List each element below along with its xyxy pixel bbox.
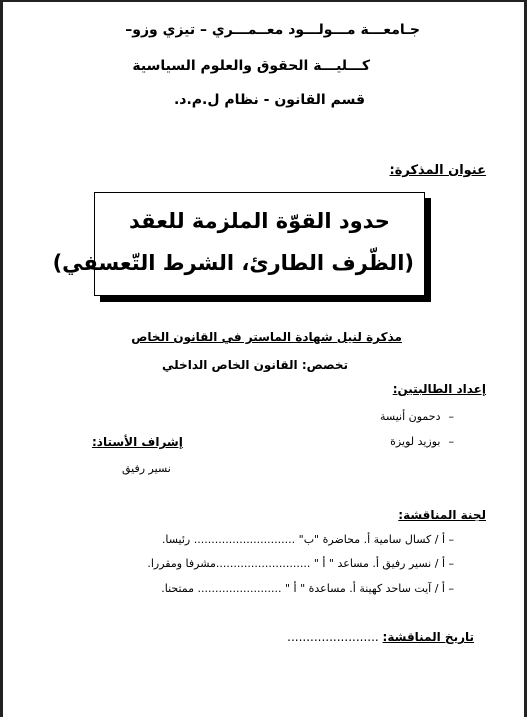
committee-member-1: – أ / كسال سامية أ. محاضرة "ب" ............................. رئيسا. bbox=[161, 533, 454, 546]
student-item-2: –بوزيد لويزة bbox=[390, 435, 454, 448]
committee-member-3: – أ / آيت ساحد كهينة أ. مساعدة " أ " ........................ ممتحنا. bbox=[161, 582, 454, 595]
title-line-2: (الظّرف الطارئ، الشرط التّعسفي) bbox=[52, 251, 414, 275]
committee-member-2: – أ / نسير رفيق أ. مساعد " أ " ...........................مشرفا ومقررا. bbox=[147, 557, 454, 570]
university-name: جـامعـــة مـــولـــود معــمـــري – تيزي وزو– bbox=[125, 22, 420, 38]
student-item-1: –دحمون أنيسة bbox=[380, 410, 454, 423]
title-box bbox=[52, 192, 425, 296]
faculty-name: كـــليـــة الحقوق والعلوم السياسية bbox=[132, 58, 370, 74]
title-line-1: حدود القوّة الملزمة للعقد bbox=[129, 209, 390, 233]
degree-text: مذكرة لنيل شهادة الماستر في القانون الخاص bbox=[131, 330, 402, 344]
supervisor-name: نسير رفيق bbox=[122, 462, 171, 475]
defense-date bbox=[287, 630, 474, 644]
supervisor-label: إشراف الأستاذ: bbox=[92, 435, 183, 449]
defense-date-value: ........................ bbox=[287, 630, 379, 644]
specialty-text: تخصص: القانون الخاص الداخلي bbox=[162, 358, 348, 372]
department-name: قسم القانون - نظام ل.م.د. bbox=[173, 92, 365, 108]
committee-label: لجنة المناقشة: bbox=[398, 508, 486, 522]
defense-date-label: تاريخ المناقشة: bbox=[382, 630, 474, 644]
memo-title-label: عنوان المذكرة: bbox=[389, 163, 486, 178]
students-label: إعداد الطالبتين: bbox=[392, 382, 486, 396]
